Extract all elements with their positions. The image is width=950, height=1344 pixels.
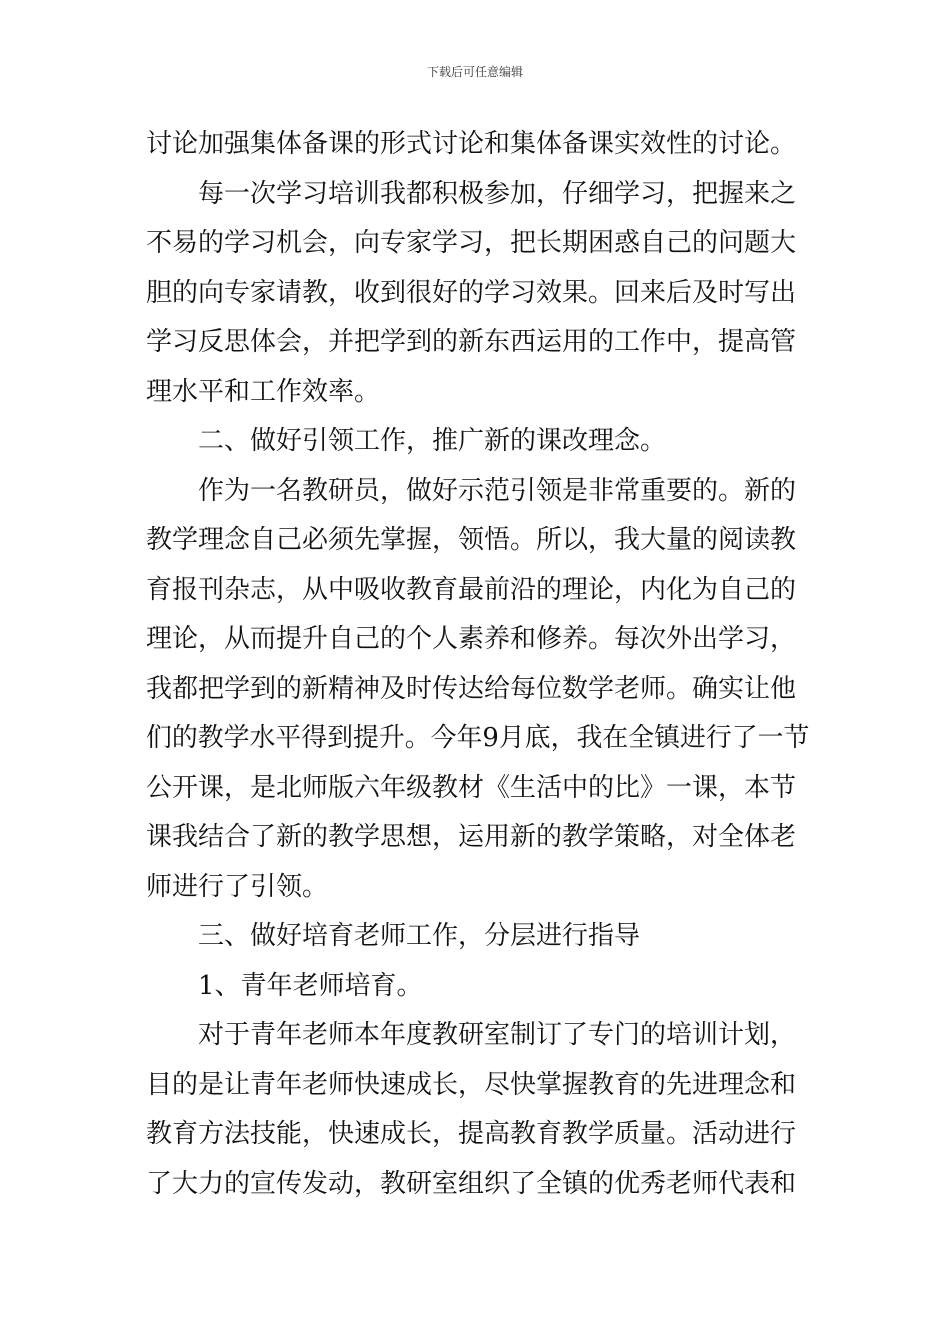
text-line: 对于青年老师本年度教研室制订了专门的培训计划， — [198, 1020, 797, 1050]
text-line: 不易的学习机会，向专家学习，把长期困惑自己的问题大 — [146, 228, 797, 258]
text-line: 胆的向专家请教，收到很好的学习效果。回来后及时写出 — [146, 277, 797, 308]
text-line: 教学理念自己必须先掌握，领悟。所以，我大量的阅读教 — [146, 525, 797, 555]
page-header: 下载后可任意编辑 — [426, 65, 523, 79]
text-line: 育报刊杂志，从中吸收教育最前沿的理论，内化为自己的 — [146, 574, 797, 605]
text-line: 1、青年老师培育。 — [198, 970, 423, 1001]
text-line: 理水平和工作效率。 — [146, 376, 381, 407]
text-line: 理论，从而提升自己的个人素养和修养。每次外出学习， — [146, 624, 797, 654]
text-line: 讨论加强集体备课的形式讨论和集体备课实效性的讨论。 — [146, 129, 797, 159]
text-line: 们的教学水平得到提升。今年9月底，我在全镇进行了一节 — [146, 723, 810, 753]
text-line: 目的是让青年老师快速成长，尽快掌握教育的先进理念和 — [146, 1069, 797, 1100]
text-line: 我都把学到的新精神及时传达给每位数学老师。确实让他 — [146, 673, 797, 704]
text-line: 课我结合了新的教学思想，运用新的教学策略，对全体老 — [146, 822, 797, 852]
text-line: 每一次学习培训我都积极参加，仔细学习，把握来之 — [198, 178, 797, 209]
text-line: 了大力的宣传发动，教研室组织了全镇的优秀老师代表和 — [146, 1168, 797, 1199]
body-text — [146, 120, 810, 1209]
text-line: 三、做好培育老师工作，分层进行指导 — [198, 921, 641, 951]
text-line: 作为一名教研员，做好示范引领是非常重要的。新的 — [198, 475, 797, 506]
text-line: 学习反思体会，并把学到的新东西运用的工作中，提高管 — [146, 327, 797, 357]
text-line: 师进行了引领。 — [146, 871, 329, 902]
text-line: 公开课，是北师版六年级教材《生活中的比》一课，本节 — [146, 772, 797, 803]
text-line: 二、做好引领工作，推广新的课改理念。 — [198, 426, 667, 456]
text-line: 教育方法技能，快速成长，提高教育教学质量。活动进行 — [146, 1119, 797, 1149]
